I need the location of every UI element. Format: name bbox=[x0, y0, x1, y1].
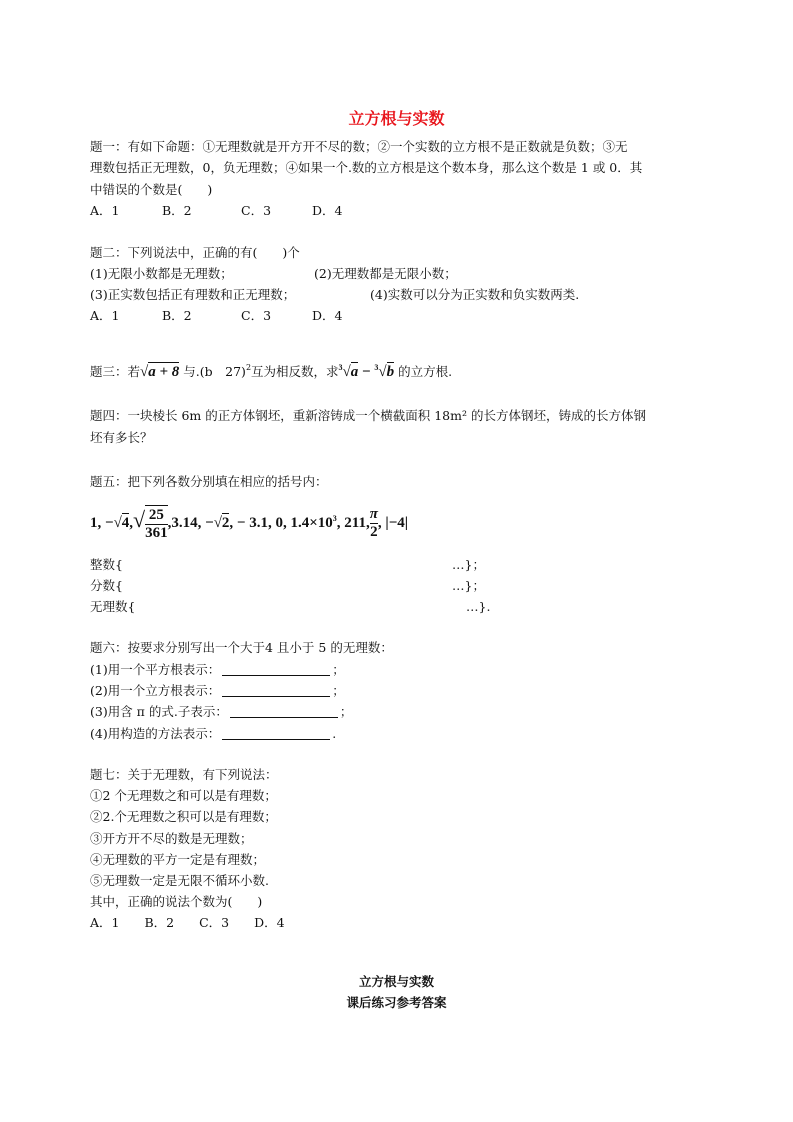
answer-blank[interactable] bbox=[222, 727, 330, 740]
options: A．1 B．2 C．3 D．4 bbox=[90, 308, 343, 323]
answer-section-subtitle: 课后练习参考答案 bbox=[346, 995, 447, 1010]
question-3: 题三：若√a + 8 与.(b 27)$^2$互为相反数，求$^3$√a − $^3$√b 的立方根. bbox=[90, 363, 453, 380]
page-title: 立方根与实数 bbox=[348, 109, 445, 128]
number-list: 1, −√4,√ $\frac{25}{361}$ ,3.14, −√2, − 3.1, 0, $1.4\times 10^3$, 211, $\frac{\pi}{2}$ , |−4| bbox=[90, 506, 409, 542]
options: A．1 B．2 C．3 D．4 bbox=[90, 203, 343, 218]
answer-blank[interactable] bbox=[222, 663, 330, 676]
answer-section-title: 立方根与实数 bbox=[358, 974, 434, 989]
answer-blank[interactable] bbox=[230, 705, 338, 718]
answer-blank[interactable] bbox=[222, 684, 330, 697]
